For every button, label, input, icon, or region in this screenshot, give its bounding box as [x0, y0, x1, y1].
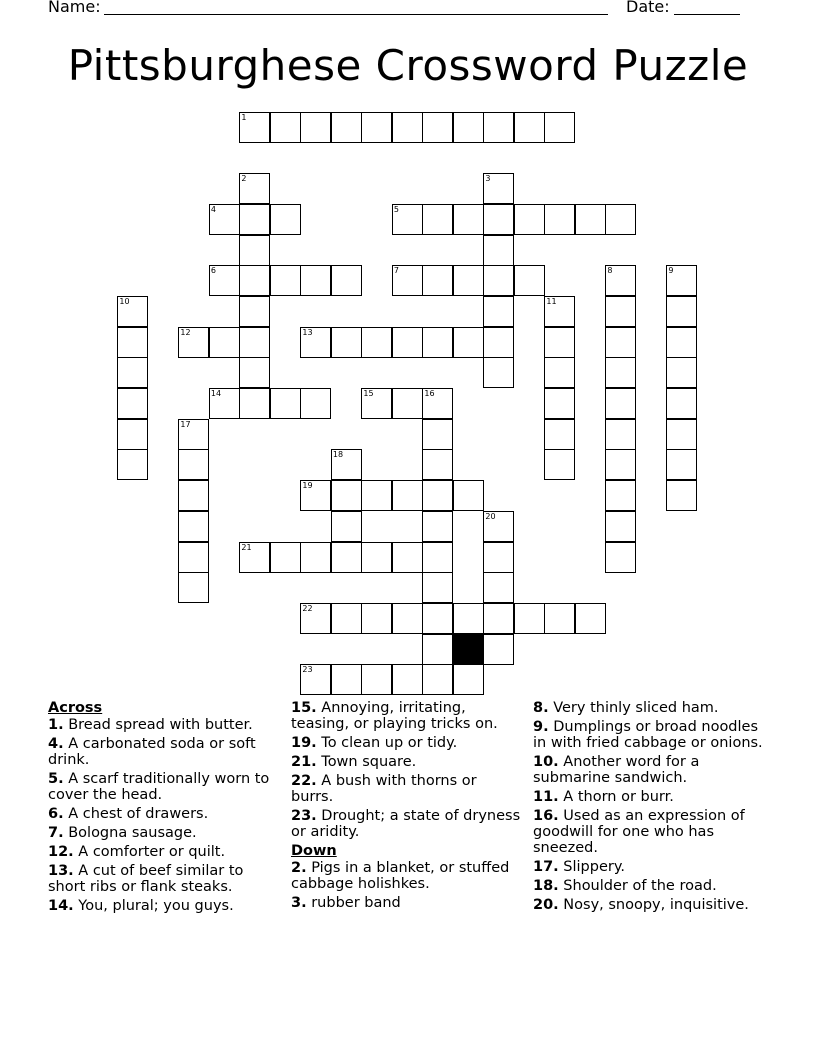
grid-cell[interactable]	[422, 542, 453, 573]
clue-item-text: Bologna sausage.	[63, 825, 197, 841]
clue-number: 11	[546, 296, 557, 306]
clue-item-text: A comforter or quilt.	[73, 844, 226, 860]
clue-item-number: 7.	[48, 825, 64, 841]
grid-cell[interactable]	[239, 357, 270, 388]
grid-cell[interactable]	[239, 235, 270, 266]
grid-cell[interactable]	[575, 204, 606, 235]
down-clue-list-continued	[533, 700, 773, 913]
page-title: Pittsburghese Crossword Puzzle	[67, 41, 749, 90]
clue-item	[533, 897, 773, 913]
grid-cell[interactable]	[300, 112, 331, 143]
name-label: Name:	[48, 0, 101, 16]
clues-column-3	[533, 700, 773, 916]
grid-cell[interactable]	[422, 204, 453, 235]
grid-cell[interactable]	[514, 204, 545, 235]
grid-cell[interactable]	[483, 542, 514, 573]
clue-item-number: 4.	[48, 736, 64, 752]
grid-cell[interactable]	[392, 112, 423, 143]
grid-cell[interactable]	[666, 357, 697, 388]
clue-number: 13	[302, 327, 313, 337]
grid-cell[interactable]	[361, 542, 392, 573]
clue-item	[48, 806, 278, 822]
grid-cell[interactable]	[209, 265, 240, 296]
clue-item-number: 20.	[533, 897, 559, 913]
grid-cell[interactable]	[514, 265, 545, 296]
clue-number: 17	[180, 419, 191, 429]
grid-cell[interactable]	[605, 449, 636, 480]
grid-cell[interactable]	[483, 204, 514, 235]
clue-item-text: Bread spread with butter.	[63, 717, 253, 733]
grid-cell[interactable]	[666, 265, 697, 296]
clue-number: 16	[424, 389, 435, 398]
grid-cell[interactable]	[483, 572, 514, 603]
grid-cell[interactable]	[453, 265, 484, 296]
clue-number: 12	[180, 327, 191, 337]
clue-item-number: 10.	[533, 754, 559, 770]
clue-item-text: A chest of drawers.	[63, 806, 209, 822]
grid-cell[interactable]	[209, 327, 240, 358]
grid-cell[interactable]	[422, 419, 453, 450]
grid-cell[interactable]	[422, 449, 453, 480]
grid-cell[interactable]	[239, 327, 270, 358]
clue-item-number: 2.	[291, 860, 307, 876]
grid-cell[interactable]	[483, 265, 514, 296]
clue-item-text: A bush with thorns or burrs.	[291, 773, 477, 805]
grid-cell[interactable]	[239, 388, 270, 419]
clue-item	[291, 735, 521, 751]
clue-item	[291, 860, 521, 892]
grid-cell[interactable]	[300, 603, 331, 634]
grid-cell[interactable]	[331, 664, 362, 695]
clue-number: 14	[210, 389, 222, 398]
clue-item	[533, 808, 773, 856]
clues-column-2	[291, 700, 521, 914]
grid-cell[interactable]	[117, 449, 148, 480]
clue-item	[291, 700, 521, 732]
clue-number: 5	[393, 204, 399, 214]
clue-item-number: 15.	[291, 700, 317, 716]
grid-cell[interactable]	[422, 265, 453, 296]
clue-item	[291, 808, 521, 840]
grid-cell[interactable]	[514, 603, 545, 634]
grid-cell[interactable]	[544, 327, 575, 358]
clue-item-number: 6.	[48, 806, 64, 822]
grid-cell[interactable]	[239, 112, 270, 143]
grid-cell[interactable]	[453, 327, 484, 358]
clue-item-number: 14.	[48, 898, 74, 914]
clue-item	[291, 773, 521, 805]
grid-cell[interactable]	[392, 204, 423, 235]
grid-cell[interactable]	[392, 480, 423, 511]
grid-cell[interactable]	[422, 664, 453, 695]
grid-cell[interactable]	[605, 480, 636, 511]
grid-cell[interactable]	[331, 511, 362, 542]
grid-cell[interactable]	[239, 265, 270, 296]
grid-cell[interactable]	[544, 603, 575, 634]
grid-cell[interactable]	[666, 480, 697, 511]
clue-item-text: A thorn or burr.	[558, 789, 674, 805]
grid-cell[interactable]	[300, 480, 331, 511]
grid-cell[interactable]	[483, 112, 514, 143]
grid-cell[interactable]	[483, 327, 514, 358]
clue-item-text: A cut of beef similar to short ribs or flank steaks.	[48, 863, 244, 895]
clue-item-number: 22.	[291, 773, 317, 789]
grid-cell[interactable]	[514, 112, 545, 143]
clue-number: 22	[302, 603, 313, 613]
grid-cell[interactable]	[361, 112, 392, 143]
down-heading: Down	[291, 843, 337, 859]
clue-item-text: Pigs in a blanket, or stuffed cabbage holishkes.	[291, 860, 510, 892]
grid-cell[interactable]	[544, 357, 575, 388]
grid-cell[interactable]	[239, 296, 270, 327]
clue-item-number: 19.	[291, 735, 317, 751]
clue-item	[48, 844, 278, 860]
clue-item-number: 23.	[291, 808, 317, 824]
grid-cell[interactable]	[483, 634, 514, 665]
grid-cell[interactable]	[178, 542, 209, 573]
grid-cell[interactable]	[300, 664, 331, 695]
clue-number: 21	[241, 542, 252, 552]
grid-cell[interactable]	[117, 419, 148, 450]
grid-cell[interactable]	[453, 480, 484, 511]
clue-item-text: Annoying, irritating, teasing, or playing tricks on.	[291, 700, 498, 732]
clue-item-text: Very thinly sliced ham.	[548, 700, 719, 716]
clue-item-number: 17.	[533, 859, 559, 875]
clue-item	[48, 825, 278, 841]
clue-item-text: To clean up or tidy.	[316, 735, 458, 751]
clue-number: 9	[668, 266, 674, 276]
grid-cell[interactable]	[575, 603, 606, 634]
clue-item-text: Drought; a state of dryness or aridity.	[291, 808, 521, 840]
grid-cell[interactable]	[331, 480, 362, 511]
clue-item	[48, 771, 278, 803]
grid-cell[interactable]	[605, 357, 636, 388]
grid-cell[interactable]	[605, 511, 636, 542]
grid-cell[interactable]	[239, 173, 270, 204]
grid-cell[interactable]	[422, 511, 453, 542]
grid-cell[interactable]	[544, 296, 575, 327]
grid-cell[interactable]	[361, 664, 392, 695]
grid-cell[interactable]	[239, 542, 270, 573]
clue-item-number: 16.	[533, 808, 559, 824]
grid-cell[interactable]	[300, 542, 331, 573]
grid-cell[interactable]	[544, 449, 575, 480]
clue-item-number: 11.	[533, 789, 559, 805]
clue-number: 2	[241, 174, 247, 184]
grid-cell[interactable]	[605, 419, 636, 450]
grid-cell[interactable]	[117, 357, 148, 388]
clue-item-text: Slippery.	[558, 859, 625, 875]
clue-item	[533, 789, 773, 805]
grid-cell[interactable]	[209, 388, 240, 419]
clue-number: 3	[485, 174, 491, 184]
down-clue-list	[291, 860, 521, 911]
grid-cell[interactable]	[422, 480, 453, 511]
grid-cell[interactable]	[270, 265, 301, 296]
clue-number: 6	[210, 266, 216, 276]
clue-item	[291, 895, 521, 911]
grid-cell[interactable]	[392, 664, 423, 695]
clue-number: 1	[241, 112, 247, 122]
grid-cell[interactable]	[331, 449, 362, 480]
grid-cell[interactable]	[392, 388, 423, 419]
grid-cell[interactable]	[361, 388, 392, 419]
grid-cell[interactable]	[422, 572, 453, 603]
grid-cell[interactable]	[117, 388, 148, 419]
grid-cell[interactable]	[331, 112, 362, 143]
grid-cell[interactable]	[605, 204, 636, 235]
clue-item	[533, 719, 773, 751]
grid-cell[interactable]	[270, 542, 301, 573]
grid-cell[interactable]	[331, 603, 362, 634]
grid-cell[interactable]	[422, 112, 453, 143]
clue-item-number: 1.	[48, 717, 64, 733]
grid-cell[interactable]	[300, 265, 331, 296]
clue-item-text: A scarf traditionally worn to cover the head.	[48, 771, 270, 803]
grid-cell[interactable]	[422, 388, 453, 419]
grid-cell[interactable]	[605, 265, 636, 296]
grid-cell[interactable]	[422, 327, 453, 358]
grid-cell[interactable]	[178, 480, 209, 511]
across-clue-list-continued	[291, 700, 521, 840]
grid-cell[interactable]	[361, 480, 392, 511]
grid-cell[interactable]	[209, 204, 240, 235]
grid-cell[interactable]	[605, 327, 636, 358]
grid-cell[interactable]	[453, 112, 484, 143]
grid-cell[interactable]	[666, 419, 697, 450]
clue-number: 23	[302, 665, 313, 675]
grid-cell-black	[453, 634, 484, 665]
grid-cell[interactable]	[483, 173, 514, 204]
clue-item	[533, 878, 773, 894]
clue-item-number: 5.	[48, 771, 64, 787]
clue-number: 18	[332, 450, 344, 460]
clue-item-text: Used as an expression of goodwill for one who has sneezed.	[533, 808, 745, 856]
grid-cell[interactable]	[239, 204, 270, 235]
grid-cell[interactable]	[666, 449, 697, 480]
clues-column-1	[48, 700, 278, 917]
clue-item-number: 9.	[533, 719, 549, 735]
grid-cell[interactable]	[605, 542, 636, 573]
clue-item	[533, 754, 773, 786]
clue-item-number: 3.	[291, 895, 307, 911]
clue-item	[48, 736, 278, 768]
grid-cell[interactable]	[544, 388, 575, 419]
clue-item-number: 12.	[48, 844, 74, 860]
clue-item-number: 21.	[291, 754, 317, 770]
grid-cell[interactable]	[605, 388, 636, 419]
clue-item	[533, 700, 773, 716]
grid-cell[interactable]	[331, 327, 362, 358]
grid-cell[interactable]	[453, 603, 484, 634]
grid-cell[interactable]	[483, 296, 514, 327]
clue-item-number: 18.	[533, 878, 559, 894]
clue-item	[48, 717, 278, 733]
grid-cell[interactable]	[392, 327, 423, 358]
grid-cell[interactable]	[483, 603, 514, 634]
grid-cell[interactable]	[544, 204, 575, 235]
grid-cell[interactable]	[453, 204, 484, 235]
clue-item-text: Shoulder of the road.	[558, 878, 717, 894]
grid-cell[interactable]	[483, 235, 514, 266]
clue-number: 8	[607, 266, 613, 276]
grid-cell[interactable]	[392, 603, 423, 634]
clue-item-number: 13.	[48, 863, 74, 879]
grid-cell[interactable]	[544, 112, 575, 143]
grid-cell[interactable]	[666, 296, 697, 327]
grid-cell[interactable]	[331, 265, 362, 296]
grid-cell[interactable]	[392, 542, 423, 573]
clue-item-text: Town square.	[316, 754, 417, 770]
clue-number: 4	[210, 204, 216, 214]
grid-cell[interactable]	[605, 296, 636, 327]
date-label: Date:	[626, 0, 670, 16]
grid-cell[interactable]	[544, 419, 575, 450]
clue-item	[533, 859, 773, 875]
grid-cell[interactable]	[300, 388, 331, 419]
clue-item-text: A carbonated soda or soft drink.	[48, 736, 256, 768]
grid-cell[interactable]	[178, 449, 209, 480]
across-heading: Across	[48, 700, 103, 716]
clue-number: 7	[393, 266, 399, 276]
grid-cell[interactable]	[178, 511, 209, 542]
grid-cell[interactable]	[392, 265, 423, 296]
clue-item-number: 8.	[533, 700, 549, 716]
grid-cell[interactable]	[270, 388, 301, 419]
grid-cell[interactable]	[422, 634, 453, 665]
clue-item-text: Dumplings or broad noodles in with fried cabbage or onions.	[533, 719, 763, 751]
clue-number: 15	[363, 389, 374, 398]
grid-cell[interactable]	[117, 296, 148, 327]
clue-number: 19	[302, 481, 313, 491]
grid-cell[interactable]	[361, 603, 392, 634]
grid-cell[interactable]	[422, 603, 453, 634]
grid-cell[interactable]	[331, 542, 362, 573]
clue-item-text: rubber band	[306, 895, 401, 911]
grid-cell[interactable]	[300, 327, 331, 358]
clue-item	[48, 863, 278, 895]
grid-cell[interactable]	[361, 327, 392, 358]
clue-number: 10	[119, 296, 130, 306]
grid-cell[interactable]	[483, 357, 514, 388]
grid-cell[interactable]	[666, 327, 697, 358]
grid-cell[interactable]	[117, 327, 148, 358]
grid-cell[interactable]	[270, 204, 301, 235]
grid-cell[interactable]	[270, 112, 301, 143]
clue-item-text: Another word for a submarine sandwich.	[533, 754, 700, 786]
clue-item	[291, 754, 521, 770]
grid-cell[interactable]	[483, 511, 514, 542]
grid-cell[interactable]	[666, 388, 697, 419]
grid-cell[interactable]	[453, 664, 484, 695]
clue-item-text: You, plural; you guys.	[73, 898, 234, 914]
clue-item	[48, 898, 278, 914]
grid-cell[interactable]	[178, 419, 209, 450]
grid-cell[interactable]	[178, 572, 209, 603]
clue-item-text: Nosy, snoopy, inquisitive.	[558, 897, 749, 913]
grid-cell[interactable]	[178, 327, 209, 358]
clue-number: 20	[485, 511, 496, 521]
across-clue-list	[48, 717, 278, 914]
